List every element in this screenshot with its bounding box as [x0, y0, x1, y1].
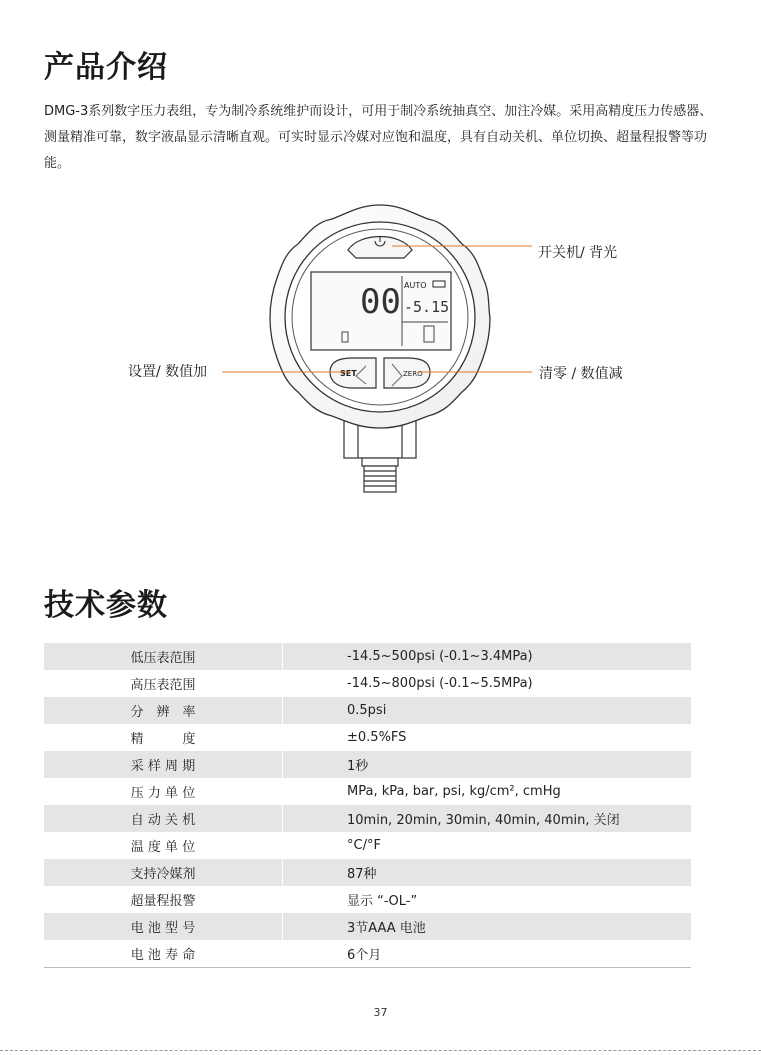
spec-value: ±0.5%FS — [283, 724, 692, 751]
spec-value: °C/°F — [283, 832, 692, 859]
spec-key: 采 样 周 期 — [44, 751, 283, 778]
spec-row — [44, 940, 691, 968]
spec-value: 1秒 — [283, 751, 692, 778]
spec-row — [44, 778, 691, 805]
spec-key: 电 池 寿 命 — [44, 940, 283, 968]
spec-value: -14.5~500psi (-0.1~3.4MPa) — [283, 643, 692, 670]
spec-key: 自 动 关 机 — [44, 805, 283, 832]
set-label: 设置/ 数值加 — [128, 364, 208, 380]
spec-value: 87种 — [283, 859, 692, 886]
spec-row — [44, 697, 691, 724]
intro-paragraph: DMG-3系列数字压力表组，专为制冷系统维护而设计，可用于制冷系统抽真空、加注冷媒。采用高精度压力传感器、测量精准可靠，数字液晶显示清晰直观。可实时显示冷媒对应饱和温度，具有自动关机、单位切换、超量程报警等功能。 — [44, 104, 713, 171]
spec-key: 温 度 单 位 — [44, 832, 283, 859]
spec-row — [44, 805, 691, 832]
spec-value: 0.5psi — [283, 697, 692, 724]
footer-divider — [0, 1050, 761, 1051]
lcd-main-reading: 00 — [360, 282, 401, 322]
spec-key: 电 池 型 号 — [44, 913, 283, 940]
spec-value: 3节AAA 电池 — [283, 913, 692, 940]
spec-key: 高压表范围 — [44, 670, 283, 697]
gauge-connector — [344, 418, 416, 492]
spec-key: 超量程报警 — [44, 886, 283, 913]
set-button-label: SET — [340, 369, 357, 378]
spec-key: 支持冷媒剂 — [44, 859, 283, 886]
spec-value: 6个月 — [283, 940, 692, 968]
spec-row — [44, 643, 691, 670]
spec-row — [44, 886, 691, 913]
power-label: 开关机/ 背光 — [538, 245, 618, 261]
zero-label: 清零 / 数值减 — [539, 366, 623, 382]
lcd-auto-label: AUTO — [404, 281, 427, 290]
spec-value: 显示 “-OL-” — [283, 886, 692, 913]
spec-key: 压 力 单 位 — [44, 778, 283, 805]
spec-row — [44, 859, 691, 886]
spec-table — [44, 643, 691, 968]
spec-row — [44, 751, 691, 778]
spec-row — [44, 913, 691, 940]
intro-title: 产品介绍 — [44, 50, 168, 85]
spec-key: 分 辨 率 — [44, 697, 283, 724]
lcd-secondary-reading: -5.15 — [404, 298, 450, 316]
zero-button-label: ZERO — [403, 370, 423, 378]
spec-row — [44, 832, 691, 859]
spec-row — [44, 670, 691, 697]
spec-value: 10min, 20min, 30min, 40min, 40min, 关闭 — [283, 805, 692, 832]
page-number: 37 — [373, 1006, 388, 1019]
spec-key: 精 度 — [44, 724, 283, 751]
spec-row — [44, 724, 691, 751]
spec-value: -14.5~800psi (-0.1~5.5MPa) — [283, 670, 692, 697]
spec-value: MPa, kPa, bar, psi, kg/cm², cmHg — [283, 778, 692, 805]
spec-title: 技术参数 — [44, 588, 168, 623]
spec-key: 低压表范围 — [44, 643, 283, 670]
